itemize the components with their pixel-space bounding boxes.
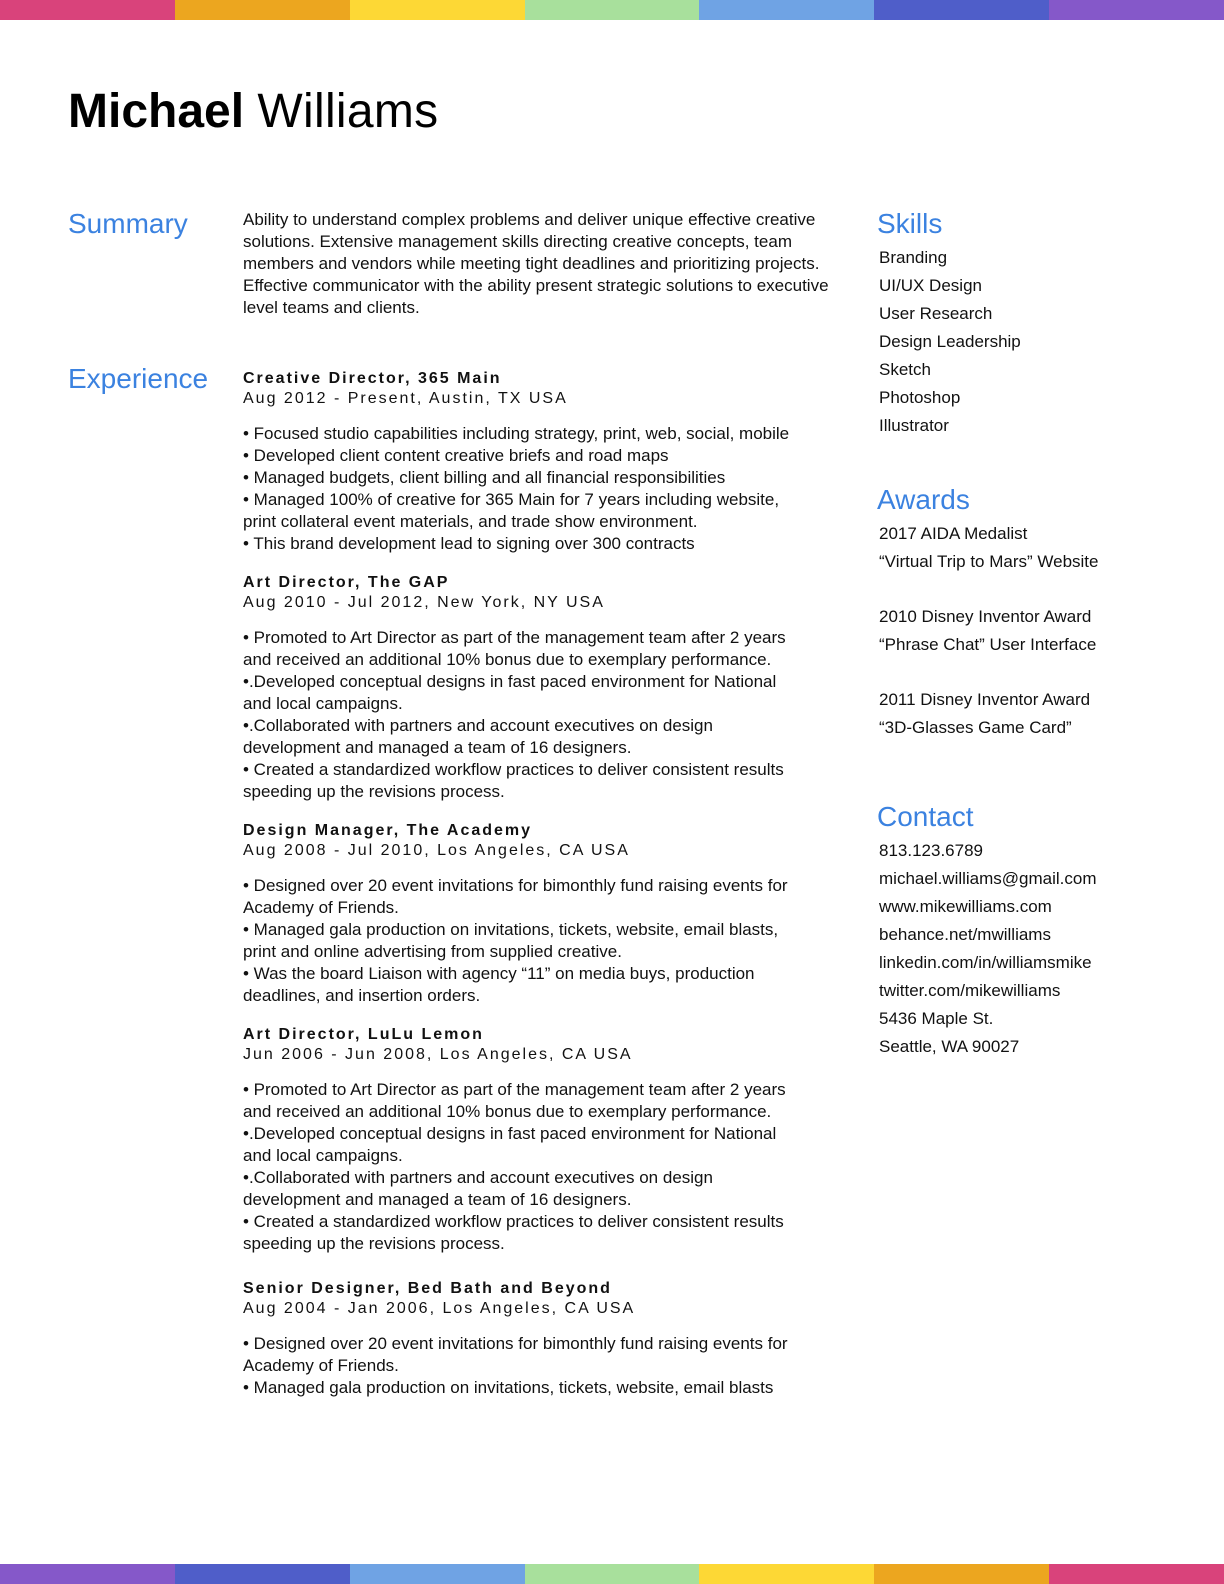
job-title: Creative Director, 365 Main <box>243 370 502 387</box>
bottom-color-stripe <box>0 1564 1224 1584</box>
job-bullets <box>243 875 843 1007</box>
stripe-segment <box>1049 0 1224 20</box>
job-title: Art Director, LuLu Lemon <box>243 1026 484 1043</box>
stripe-segment <box>175 0 350 20</box>
contact-email-link[interactable]: michael.williams@gmail.com <box>879 869 1097 888</box>
stripe-segment <box>0 1564 175 1584</box>
skill-item: Branding <box>879 248 948 267</box>
contact-twitter-link[interactable]: twitter.com/mikewilliams <box>879 981 1061 1000</box>
experience-heading: Experience <box>68 363 209 394</box>
list-item: • Managed gala production on invitations, tickets, website, email blasts <box>243 1378 774 1397</box>
job-title: Senior Designer, Bed Bath and Beyond <box>243 1280 612 1297</box>
job-dates-location: Aug 2010 - Jul 2012, New York, NY USA <box>243 594 605 611</box>
job-title: Art Director, The GAP <box>243 574 450 591</box>
award-project: “Phrase Chat” User Interface <box>879 635 1097 654</box>
stripe-segment <box>874 1564 1049 1584</box>
stripe-segment <box>699 0 874 20</box>
list-item: • This brand development lead to signing over 300 contracts <box>243 534 695 553</box>
list-item: • Designed over 20 event invitations for bimonthly fund raising events for Academy of Friends. <box>243 876 788 917</box>
contact-section <box>879 801 1209 1061</box>
contact-behance-link[interactable]: behance.net/mwilliams <box>879 925 1051 944</box>
award-project: “3D-Glasses Game Card” <box>879 718 1072 737</box>
stripe-segment <box>350 0 525 20</box>
stripe-segment <box>699 1564 874 1584</box>
summary-heading: Summary <box>68 208 188 239</box>
job-entry <box>243 1025 843 1255</box>
top-color-stripe <box>0 0 1224 20</box>
list-item: • Focused studio capabilities including strategy, print, web, social, mobile <box>243 424 790 443</box>
awards-list <box>879 520 1209 742</box>
list-item: • Managed gala production on invitations, tickets, website, email blasts, print and online advertising from supplied creative. <box>243 920 779 961</box>
contact-list <box>879 837 1209 1061</box>
list-item: • Promoted to Art Director as part of the management team after 2 years and received an additional 10% bonus due to exemplary performance. <box>243 628 786 669</box>
job-entry <box>243 369 843 555</box>
skills-section <box>879 208 1209 440</box>
stripe-segment <box>350 1564 525 1584</box>
skill-item: UI/UX Design <box>879 276 982 295</box>
job-entry <box>243 1279 843 1399</box>
experience-list <box>243 369 843 1399</box>
list-item: •.Developed conceptual designs in fast paced environment for National and local campaigns. <box>243 672 777 713</box>
stripe-segment <box>525 1564 700 1584</box>
award-project: “Virtual Trip to Mars” Website <box>879 552 1099 571</box>
contact-website-link[interactable]: www.mikewilliams.com <box>879 897 1052 916</box>
job-entry <box>243 821 843 1007</box>
list-item: • Developed client content creative briefs and road maps <box>243 446 669 465</box>
list-item: • Promoted to Art Director as part of the management team after 2 years and received an additional 10% bonus due to exemplary performance. <box>243 1080 786 1121</box>
stripe-segment <box>525 0 700 20</box>
job-dates-location: Aug 2008 - Jul 2010, Los Angeles, CA USA <box>243 842 630 859</box>
list-item: • Managed 100% of creative for 365 Main for 7 years including website, print collateral event materials, and trade show environment. <box>243 490 780 531</box>
list-item: • Created a standardized workflow practices to deliver consistent results speeding up the revisions process. <box>243 760 784 801</box>
award-name: 2010 Disney Inventor Award <box>879 607 1092 626</box>
skill-item: Design Leadership <box>879 332 1021 351</box>
resume-name <box>68 84 438 140</box>
job-entry <box>243 573 843 803</box>
list-item: •.Developed conceptual designs in fast paced environment for National and local campaigns. <box>243 1124 777 1165</box>
skills-list <box>879 244 1209 440</box>
awards-section <box>879 484 1209 769</box>
summary-text: Ability to understand complex problems and deliver unique effective creative solutions. Extensive management skills directing creative concepts, team members and vendors while meeting tight deadlines and prioritizing projects. Effective communicator with the ability present strategic solutions to executive level teams and clients. <box>243 210 829 317</box>
award-item <box>879 603 1209 659</box>
list-item: • Designed over 20 event invitations for bimonthly fund raising events for Academy of Friends. <box>243 1334 788 1375</box>
job-bullets <box>243 1333 843 1399</box>
skill-item: User Research <box>879 304 993 323</box>
list-item: • Created a standardized workflow practices to deliver consistent results speeding up the revisions process. <box>243 1212 784 1253</box>
job-dates-location: Jun 2006 - Jun 2008, Los Angeles, CA USA <box>243 1046 633 1063</box>
contact-linkedin-link[interactable]: linkedin.com/in/williamsmike <box>879 953 1092 972</box>
first-name: Michael <box>68 85 245 138</box>
list-item: • Was the board Liaison with agency “11” on media buys, production deadlines, and insertion orders. <box>243 964 755 1005</box>
job-dates-location: Aug 2004 - Jan 2006, Los Angeles, CA USA <box>243 1300 636 1317</box>
contact-heading: Contact <box>877 801 974 832</box>
stripe-segment <box>0 0 175 20</box>
award-item <box>879 686 1209 742</box>
list-item: • Managed budgets, client billing and all financial responsibilities <box>243 468 726 487</box>
job-bullets <box>243 423 843 555</box>
skill-item: Illustrator <box>879 416 949 435</box>
job-bullets <box>243 627 843 803</box>
job-title: Design Manager, The Academy <box>243 822 533 839</box>
job-dates-location: Aug 2012 - Present, Austin, TX USA <box>243 390 568 407</box>
contact-street: 5436 Maple St. <box>879 1009 994 1028</box>
list-item: •.Collaborated with partners and account executives on design development and managed a team of 16 designers. <box>243 716 713 757</box>
award-name: 2011 Disney Inventor Award <box>879 690 1091 709</box>
skills-heading: Skills <box>877 208 943 239</box>
contact-phone[interactable]: 813.123.6789 <box>879 841 983 860</box>
stripe-segment <box>874 0 1049 20</box>
skill-item: Photoshop <box>879 388 961 407</box>
last-name: Williams <box>257 85 439 138</box>
award-item <box>879 520 1209 576</box>
awards-heading: Awards <box>877 484 970 515</box>
skill-item: Sketch <box>879 360 931 379</box>
job-bullets <box>243 1079 843 1255</box>
stripe-segment <box>1049 1564 1224 1584</box>
stripe-segment <box>175 1564 350 1584</box>
list-item: •.Collaborated with partners and account executives on design development and managed a team of 16 designers. <box>243 1168 713 1209</box>
award-name: 2017 AIDA Medalist <box>879 524 1028 543</box>
contact-city: Seattle, WA 90027 <box>879 1037 1020 1056</box>
